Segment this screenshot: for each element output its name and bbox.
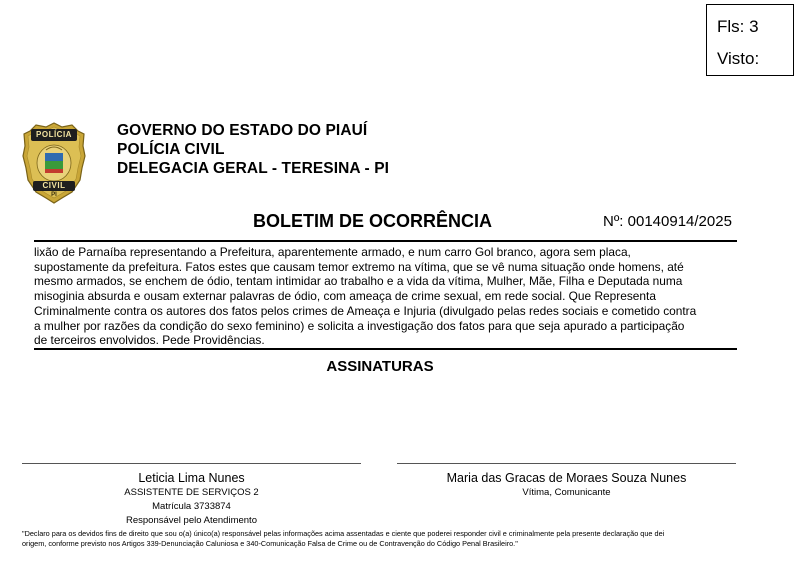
signatures-title: ASSINATURAS (326, 358, 434, 375)
badge-state-text: PI (51, 192, 57, 198)
right-signature-line (397, 463, 736, 464)
left-signer-name: Leticia Lima Nunes (138, 471, 245, 485)
right-signature-block (397, 471, 736, 500)
declaration-text (22, 529, 742, 548)
right-signer-name: Maria das Gracas de Moraes Souza Nunes (446, 471, 687, 485)
narrative-line: a mulher por razões da condição do sexo feminino) e solicita a investigação dos fatos para que seja apurado a participação (34, 318, 685, 333)
narrative-line: lixão de Parnaíba representando a Prefeitura, aparentemente armado, e num carro Gol branco, agora sem placa, (34, 245, 631, 259)
title-divider (34, 240, 737, 242)
folha-visto-box (706, 4, 794, 76)
declaration-line: "Declaro para os devidos fins de direito que sou o(a) único(a) responsável pelas informações acima assentadas e ciente que poderei responder civil e criminalmente pela presente declaração que dei (22, 529, 665, 538)
visto-label: Visto: (717, 49, 760, 68)
left-signer-registration: Matrícula 3733874 (152, 501, 231, 512)
narrative-line: supostamente da prefeitura. Fatos estes que causam temor extremo na vítima, que se vê numa situação onde homens, até (34, 259, 684, 274)
left-signature-block (22, 471, 361, 528)
badge-bottom-text: CIVIL (42, 181, 66, 190)
left-signature-line (22, 463, 361, 464)
declaration-line: origem, conforme previsto nos Artigos 339-Denunciação Caluniosa e 340-Comunicação Falsa de Crime ou de Contravenção do Código Penal Brasileiro." (22, 538, 518, 548)
header-police: POLÍCIA CIVIL (117, 141, 225, 158)
narrative-divider (34, 348, 737, 350)
badge-top-text: POLÍCIA (36, 130, 72, 139)
narrative-text (34, 245, 739, 348)
header-government: GOVERNO DO ESTADO DO PIAUÍ (117, 122, 368, 139)
fls-label: Fls: 3 (717, 17, 759, 36)
narrative-line: Criminalmente contra os autores dos fatos pelos crimes de Ameaça e Injuria (divulgado pelas redes sociais e cometido contra (34, 303, 697, 318)
left-signer-role: ASSISTENTE DE SERVIÇOS 2 (124, 487, 259, 498)
narrative-line: de terceiros envolvidos. Pede Providências. (34, 333, 265, 348)
document-title: BOLETIM DE OCORRÊNCIA (253, 211, 493, 231)
left-signer-responsibility: Responsável pelo Atendimento (126, 515, 257, 526)
policia-civil-badge-icon (22, 122, 86, 204)
document-number: Nº: 00140914/2025 (603, 213, 732, 230)
header-delegacia: DELEGACIA GERAL - TERESINA - PI (117, 160, 390, 177)
narrative-line: mesmo armados, se enchem de ódio, tentam intimidar ao trabalho e a vida da vítima, Mulher, Mãe, Filha e Deputada numa (34, 274, 683, 289)
right-signer-role: Vítima, Comunicante (522, 487, 611, 498)
narrative-line: misoginia absurda e ousam externar palavras de ódio, com ameaça de crime sexual, em rede social. Que Representa (34, 289, 656, 304)
